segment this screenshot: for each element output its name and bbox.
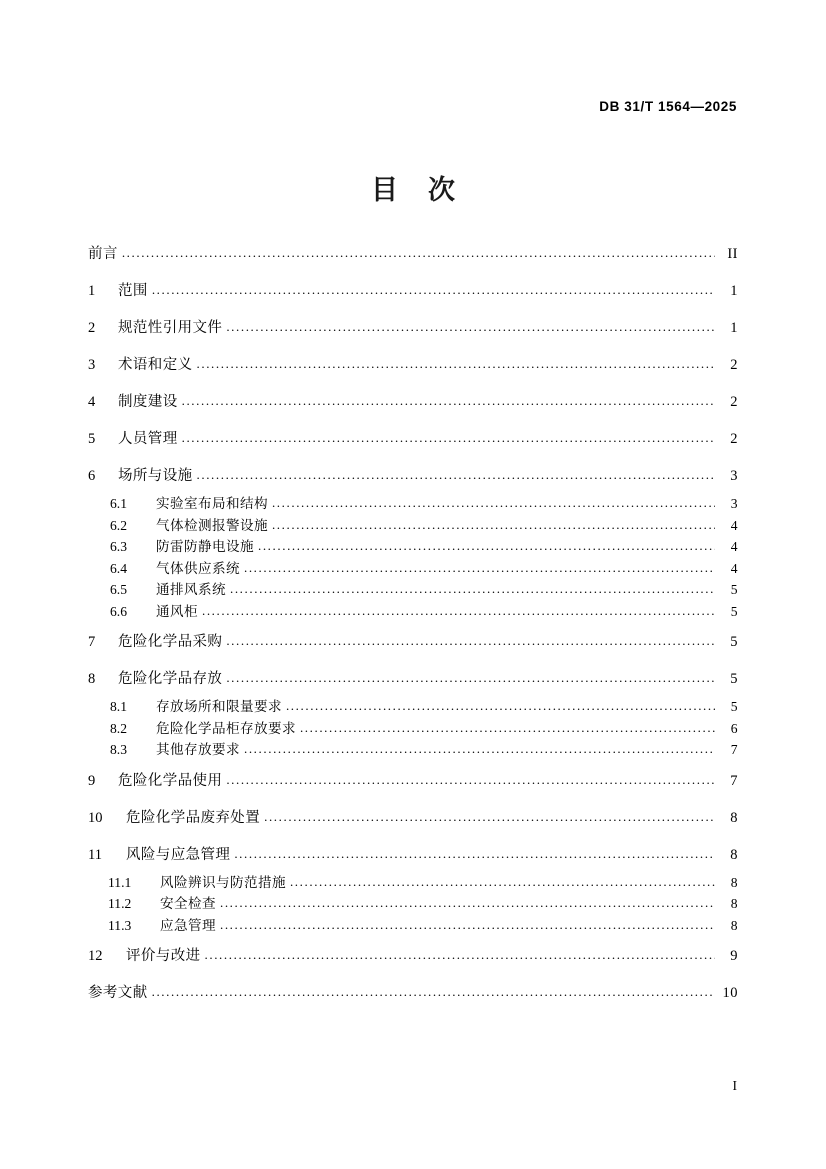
toc-entry-number: 12 bbox=[88, 948, 103, 964]
toc-entry-label: 危险化学品柜存放要求 bbox=[156, 720, 296, 736]
toc-entry-page-number: 3 bbox=[730, 468, 738, 484]
toc-entry-number: 8 bbox=[88, 671, 96, 687]
toc-dot-leader bbox=[226, 320, 715, 333]
toc-entry-number: 2 bbox=[88, 320, 96, 336]
toc-entry-number: 6.5 bbox=[110, 582, 127, 597]
toc-entry-page-number: II bbox=[727, 246, 738, 262]
toc-entry-page-number: 5 bbox=[730, 671, 738, 687]
toc-entry-page-number: 5 bbox=[730, 699, 738, 714]
toc-entry-number: 11 bbox=[88, 846, 102, 863]
toc-entry-label: 气体检测报警设施 bbox=[156, 517, 268, 533]
toc-entry-label: 评价与改进 bbox=[126, 948, 201, 964]
toc-entry-label: 风险与应急管理 bbox=[126, 846, 231, 863]
toc-entry-page-number: 6 bbox=[730, 720, 738, 736]
page-footer bbox=[88, 1078, 737, 1094]
toc-entry-number: 3 bbox=[88, 357, 96, 373]
running-header bbox=[88, 99, 737, 114]
toc-entry-page-number: 7 bbox=[730, 772, 738, 789]
toc-entry-label: 危险化学品废弃处置 bbox=[126, 809, 261, 826]
toc-entry-page-number: 9 bbox=[730, 948, 738, 964]
toc-entry[interactable] bbox=[88, 848, 738, 876]
toc-entry[interactable] bbox=[88, 395, 738, 423]
toc-entry-label: 危险化学品存放 bbox=[118, 671, 223, 687]
toc-entry-label: 安全检查 bbox=[160, 896, 216, 911]
toc-dot-leader bbox=[182, 394, 715, 407]
toc-entry-label: 存放场所和限量要求 bbox=[156, 699, 282, 714]
toc-entry-label: 参考文献 bbox=[88, 985, 148, 1001]
toc-dot-leader bbox=[202, 604, 715, 617]
toc-entry[interactable] bbox=[88, 284, 738, 312]
toc-dot-leader bbox=[122, 246, 715, 259]
toc-entry[interactable] bbox=[88, 811, 738, 839]
toc-dot-leader bbox=[290, 875, 715, 888]
page-title bbox=[0, 168, 826, 207]
toc-entry-number: 6.4 bbox=[110, 560, 127, 576]
toc-entry-page-number: 8 bbox=[730, 917, 738, 933]
toc-entry[interactable] bbox=[88, 469, 738, 497]
toc-dot-leader bbox=[220, 896, 715, 909]
toc-entry-page-number: 5 bbox=[730, 634, 738, 650]
toc-entry-label: 风险辨识与防范措施 bbox=[160, 874, 286, 890]
toc-entry-label: 范围 bbox=[118, 283, 148, 299]
toc-entry-label: 场所与设施 bbox=[118, 468, 193, 484]
toc-entry-page-number: 10 bbox=[722, 985, 738, 1001]
toc-dot-leader bbox=[197, 357, 716, 370]
toc-dot-leader bbox=[258, 539, 715, 552]
toc-entry[interactable] bbox=[88, 919, 738, 941]
toc-entry[interactable] bbox=[88, 583, 738, 605]
toc-entry[interactable] bbox=[88, 876, 738, 898]
toc-entry-number: 7 bbox=[88, 634, 96, 650]
toc-entry-page-number: 5 bbox=[730, 582, 738, 597]
toc-entry-number: 4 bbox=[88, 394, 96, 410]
toc-entry-number: 6.2 bbox=[110, 517, 127, 533]
toc-entry[interactable] bbox=[88, 321, 738, 349]
toc-entry[interactable] bbox=[88, 247, 738, 275]
toc-entry-number: 8.2 bbox=[110, 720, 127, 736]
toc-entry-label: 其他存放要求 bbox=[156, 742, 240, 757]
toc-entry-label: 气体供应系统 bbox=[156, 560, 240, 576]
toc-entry-page-number: 8 bbox=[730, 846, 738, 863]
toc-dot-leader bbox=[300, 721, 715, 734]
toc-entry-page-number: 3 bbox=[730, 496, 738, 511]
toc-entry-number: 6.6 bbox=[110, 603, 127, 619]
toc-entry[interactable] bbox=[88, 949, 738, 977]
toc-entry-page-number: 8 bbox=[730, 896, 738, 911]
toc-entry-page-number: 1 bbox=[730, 320, 738, 336]
toc-dot-leader bbox=[182, 431, 715, 444]
toc-entry-number: 11.1 bbox=[108, 874, 132, 890]
toc-entry-label: 实验室布局和结构 bbox=[156, 496, 268, 511]
toc-dot-leader bbox=[272, 518, 715, 531]
toc-entry-number: 8.3 bbox=[110, 742, 127, 757]
toc-entry-number: 9 bbox=[88, 772, 96, 789]
toc-entry[interactable] bbox=[88, 635, 738, 663]
toc-entry[interactable] bbox=[88, 497, 738, 519]
toc-entry-page-number: 5 bbox=[730, 603, 738, 619]
toc-entry[interactable] bbox=[88, 897, 738, 919]
toc-entry[interactable] bbox=[88, 562, 738, 584]
toc-entry-label: 前言 bbox=[88, 246, 118, 262]
toc-entry[interactable] bbox=[88, 774, 738, 802]
toc-entry[interactable] bbox=[88, 540, 738, 562]
toc-entry[interactable] bbox=[88, 432, 738, 460]
toc-entry[interactable] bbox=[88, 605, 738, 627]
toc-entry-number: 11.3 bbox=[108, 917, 132, 933]
toc-dot-leader bbox=[226, 671, 715, 684]
toc-entry-page-number: 1 bbox=[730, 283, 738, 299]
toc-entry-number: 6.3 bbox=[110, 539, 127, 554]
toc-entry-label: 危险化学品采购 bbox=[118, 634, 223, 650]
toc-entry-page-number: 8 bbox=[730, 809, 738, 826]
toc-entry-label: 制度建设 bbox=[118, 394, 178, 410]
toc-entry[interactable] bbox=[88, 743, 738, 765]
toc-entry-number: 8.1 bbox=[110, 699, 127, 714]
toc-dot-leader bbox=[205, 948, 716, 961]
toc-entry[interactable] bbox=[88, 672, 738, 700]
toc-entry[interactable] bbox=[88, 986, 738, 1014]
toc-entry-label: 术语和定义 bbox=[118, 357, 193, 373]
toc-entry-page-number: 2 bbox=[730, 394, 738, 410]
toc-entry-label: 通风柜 bbox=[156, 603, 198, 619]
toc-entry[interactable] bbox=[88, 700, 738, 722]
toc-dot-leader bbox=[152, 985, 715, 998]
toc-entry-page-number: 2 bbox=[730, 357, 738, 373]
footer-page-number: I bbox=[732, 1078, 737, 1093]
toc-dot-leader bbox=[244, 742, 715, 755]
toc-dot-leader bbox=[152, 283, 715, 296]
toc-entry-page-number: 4 bbox=[730, 517, 738, 533]
page-title-char-1: 目 bbox=[371, 175, 398, 206]
toc-entry-number: 5 bbox=[88, 431, 96, 447]
toc-entry-label: 规范性引用文件 bbox=[118, 320, 223, 336]
toc-entry-page-number: 2 bbox=[730, 431, 738, 447]
toc-entry-number: 1 bbox=[88, 283, 96, 299]
toc-entry-number: 11.2 bbox=[108, 896, 132, 911]
toc-entry-page-number: 4 bbox=[730, 560, 738, 576]
toc-entry-number: 6 bbox=[88, 468, 96, 484]
page-title-char-2: 次 bbox=[428, 175, 455, 206]
toc-dot-leader bbox=[230, 582, 715, 595]
toc-entry[interactable] bbox=[88, 722, 738, 744]
toc-entry-number: 6.1 bbox=[110, 496, 127, 511]
toc-dot-leader bbox=[264, 810, 715, 823]
toc-entry-page-number: 7 bbox=[730, 742, 738, 757]
toc-dot-leader bbox=[244, 561, 715, 574]
toc-dot-leader bbox=[226, 634, 715, 647]
toc-entry-page-number: 8 bbox=[730, 874, 738, 890]
toc-entry-label: 危险化学品使用 bbox=[118, 772, 223, 789]
toc-dot-leader bbox=[234, 847, 715, 860]
standard-code: DB 31/T 1564—2025 bbox=[599, 99, 737, 114]
toc-dot-leader bbox=[220, 918, 715, 931]
table-of-contents bbox=[88, 247, 738, 1014]
toc-entry[interactable] bbox=[88, 358, 738, 386]
toc-entry-label: 通排风系统 bbox=[156, 582, 226, 597]
toc-entry-label: 人员管理 bbox=[118, 431, 178, 447]
toc-entry[interactable] bbox=[88, 519, 738, 541]
toc-entry-label: 防雷防静电设施 bbox=[156, 539, 254, 554]
toc-dot-leader bbox=[197, 468, 716, 481]
toc-entry-label: 应急管理 bbox=[160, 917, 216, 933]
toc-dot-leader bbox=[286, 699, 715, 712]
toc-dot-leader bbox=[226, 773, 715, 786]
toc-dot-leader bbox=[272, 496, 715, 509]
toc-entry-page-number: 4 bbox=[730, 539, 738, 554]
toc-entry-number: 10 bbox=[88, 809, 103, 826]
